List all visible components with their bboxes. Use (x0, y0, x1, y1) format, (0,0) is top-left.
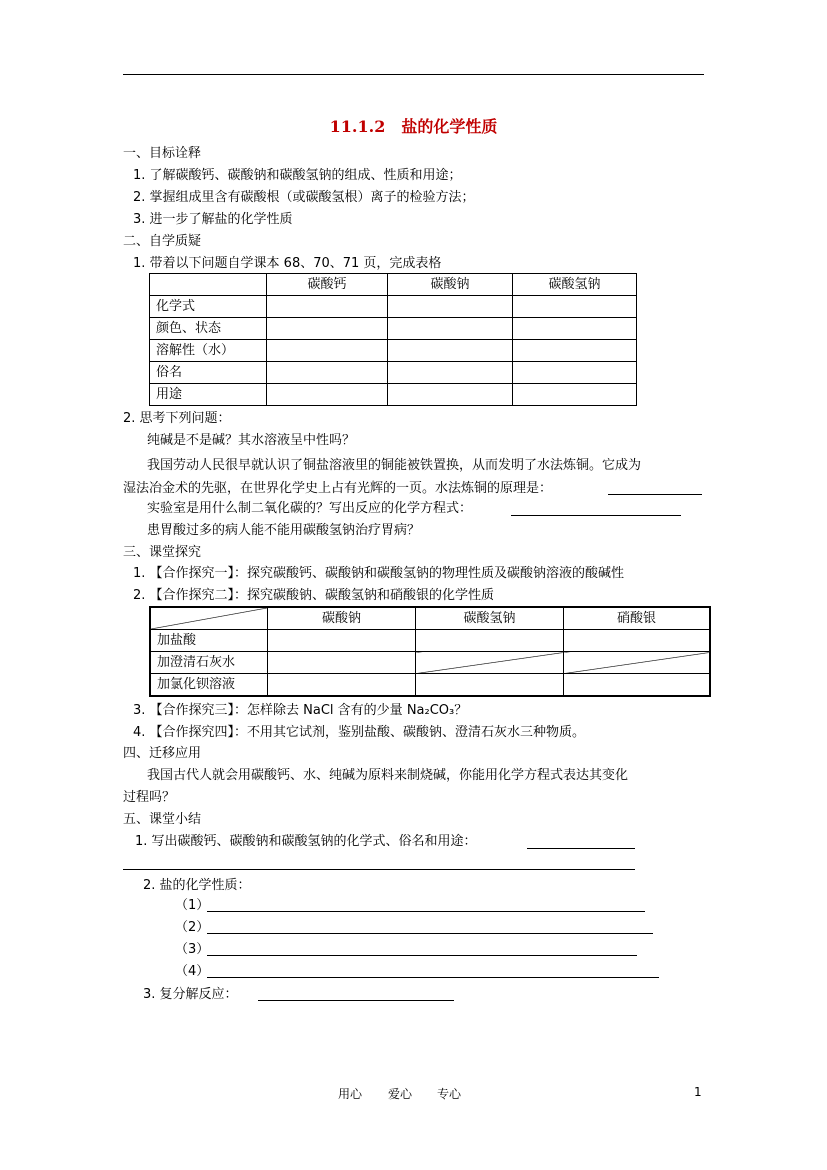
table-cell[interactable] (513, 340, 637, 362)
table-cell[interactable] (513, 384, 637, 406)
table-cell[interactable] (513, 318, 637, 340)
list-item: 3. 【合作探究三】：怎样除去 NaCl 含有的少量 Na₂CO₃？ (133, 703, 468, 718)
footer-text: 爱心 (388, 1087, 413, 1101)
paragraph: 患胃酸过多的病人能不能用碳酸氢钠治疗胃病？ (147, 523, 421, 538)
answer-blank[interactable] (511, 515, 681, 516)
row-label: 溶解性（水） (150, 340, 267, 362)
table-cell[interactable] (268, 630, 416, 652)
table-cell[interactable] (388, 318, 513, 340)
page-title: 11.1.2 盐的化学性质 (329, 117, 498, 136)
list-item: 2. 思考下列问题： (123, 411, 231, 426)
footer-text: 专心 (437, 1087, 462, 1101)
answer-blank[interactable] (207, 933, 653, 934)
table-cell[interactable] (388, 340, 513, 362)
section-heading: 一、目标诠释 (123, 146, 202, 161)
answer-blank[interactable] (207, 955, 637, 956)
table-cell[interactable] (388, 296, 513, 318)
list-item: 4. 【合作探究四】：不用其它试剂，鉴别盐酸、碳酸钠、澄清石灰水三种物质。 (133, 725, 586, 740)
row-label: 加盐酸 (150, 630, 268, 652)
table-row (150, 318, 637, 340)
table-cell[interactable] (388, 384, 513, 406)
paragraph: 过程吗？ (123, 790, 176, 805)
table-cell[interactable] (564, 674, 711, 697)
table-header-cell: 硝酸银 (564, 607, 711, 630)
section-heading: 二、自学质疑 (123, 234, 202, 249)
answer-blank[interactable] (258, 1000, 454, 1001)
table-row (150, 384, 637, 406)
row-label: 用途 (150, 384, 267, 406)
table-row (150, 652, 710, 674)
answer-blank[interactable] (608, 494, 702, 495)
row-label: 加澄清石灰水 (150, 652, 268, 674)
sub-item-label: （1） (175, 898, 210, 913)
table-cell[interactable] (267, 296, 388, 318)
section-heading: 五、课堂小结 (123, 812, 202, 827)
row-label: 俗名 (150, 362, 267, 384)
table-cell[interactable] (268, 652, 416, 674)
header-rule (123, 74, 704, 75)
row-label: 加氯化钡溶液 (150, 674, 268, 697)
row-label: 化学式 (150, 296, 267, 318)
answer-blank[interactable] (207, 977, 659, 978)
answer-blank[interactable] (207, 911, 645, 912)
page-number: 1 (694, 1085, 702, 1099)
table-cell[interactable] (513, 296, 637, 318)
list-item: 3. 进一步了解盐的化学性质 (133, 212, 293, 227)
list-item: 1. 【合作探究一】：探究碳酸钙、碳酸钠和碳酸氢钠的物理性质及碳酸钠溶液的酸碱性 (133, 566, 625, 581)
table-row (150, 362, 637, 384)
table-header-cell: 碳酸钠 (268, 607, 416, 630)
list-item: 1. 带着以下问题自学课本 68、70、71 页，完成表格 (133, 256, 442, 271)
table-header-cell (150, 607, 268, 630)
table-cell[interactable] (267, 340, 388, 362)
table-cell-crossed (564, 652, 711, 674)
table-cell[interactable] (267, 318, 388, 340)
paragraph: 湿法冶金术的先驱，在世界化学史上占有光辉的一页。水法炼铜的原理是： (123, 481, 553, 496)
paragraph: 我国劳动人民很早就认识了铜盐溶液里的铜能被铁置换，从而发明了水法炼铜。它成为 (147, 458, 642, 473)
table-header-cell (150, 274, 267, 296)
experiment-table (149, 606, 711, 697)
list-item: 1. 了解碳酸钙、碳酸钠和碳酸氢钠的组成、性质和用途； (133, 168, 462, 183)
table-cell[interactable] (267, 384, 388, 406)
list-item: 2. 掌握组成里含有碳酸根（或碳酸氢根）离子的检验方法； (133, 190, 475, 205)
table-row (150, 630, 710, 652)
table-cell[interactable] (513, 362, 637, 384)
table-header-cell: 碳酸钙 (267, 274, 388, 296)
table-cell[interactable] (416, 674, 564, 697)
list-item: 2. 盐的化学性质： (143, 878, 251, 893)
sub-item-label: （4） (175, 964, 210, 979)
table-row (150, 340, 637, 362)
table-cell[interactable] (268, 674, 416, 697)
table-cell[interactable] (388, 362, 513, 384)
paragraph: 实验室是用什么制二氧化碳的？写出反应的化学方程式： (147, 501, 473, 516)
sub-item-label: （3） (175, 942, 210, 957)
table-cell-crossed (416, 652, 564, 674)
sub-item-label: （2） (175, 920, 210, 935)
section-heading: 三、课堂探究 (123, 545, 202, 560)
table-header-cell: 碳酸氢钠 (513, 274, 637, 296)
paragraph: 我国古代人就会用碳酸钙、水、纯碱为原料来制烧碱，你能用化学方程式表达其变化 (147, 768, 629, 783)
table-cell[interactable] (564, 630, 711, 652)
list-item: 2. 【合作探究二】：探究碳酸钠、碳酸氢钠和硝酸银的化学性质 (133, 588, 495, 603)
answer-blank[interactable] (527, 848, 635, 849)
properties-table (149, 273, 637, 406)
table-row (150, 674, 710, 697)
list-item: 1. 写出碳酸钙、碳酸钠和碳酸氢钠的化学式、俗名和用途： (135, 834, 477, 849)
table-header-cell: 碳酸钠 (388, 274, 513, 296)
table-cell[interactable] (416, 630, 564, 652)
paragraph: 纯碱是不是碱？其水溶液呈中性吗？ (147, 433, 356, 448)
table-header-cell: 碳酸氢钠 (416, 607, 564, 630)
answer-blank[interactable] (123, 869, 635, 870)
section-heading: 四、迁移应用 (123, 746, 202, 761)
footer-text: 用心 (338, 1087, 363, 1101)
row-label: 颜色、状态 (150, 318, 267, 340)
list-item: 3. 复分解反应： (143, 987, 238, 1002)
table-cell[interactable] (267, 362, 388, 384)
table-row (150, 296, 637, 318)
